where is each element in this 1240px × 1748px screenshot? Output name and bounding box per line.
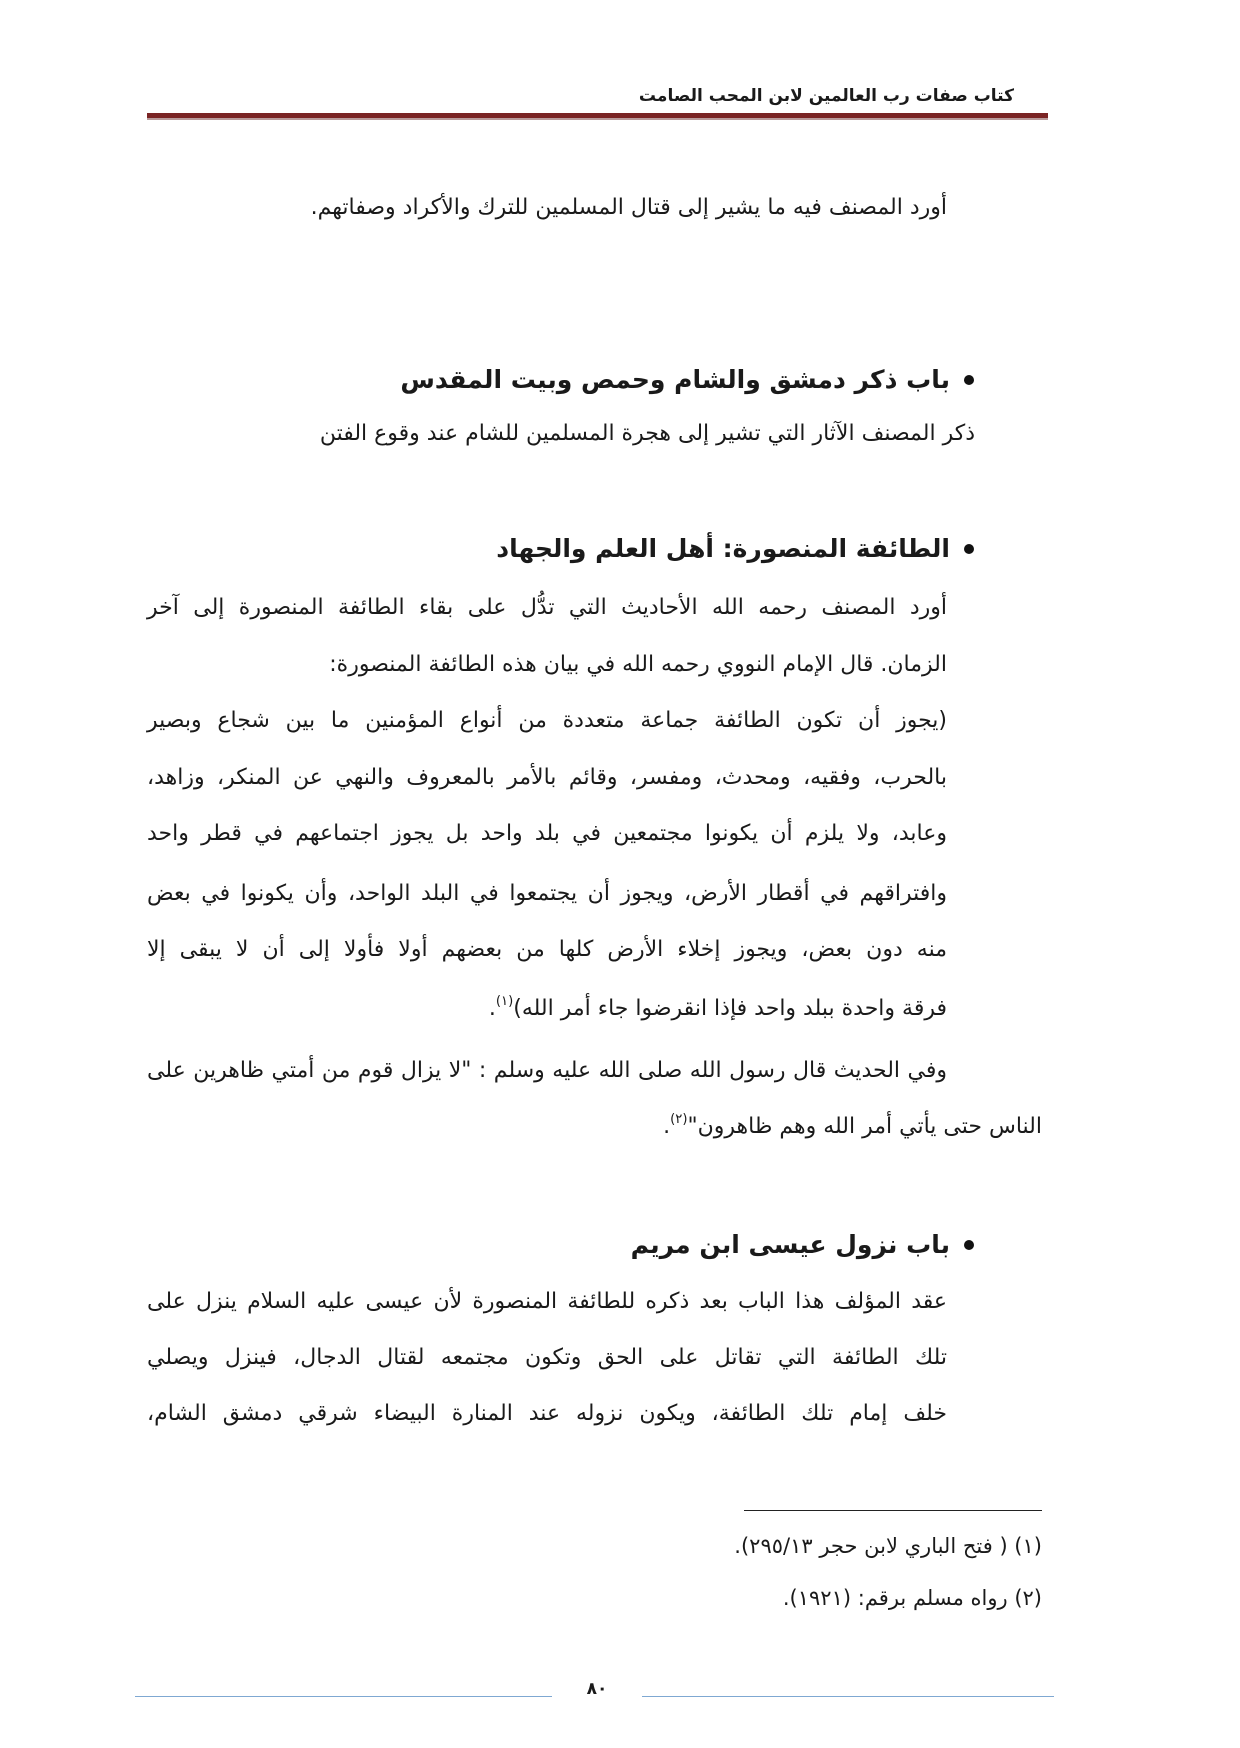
bullet-icon: [964, 544, 974, 554]
line-text: أورد المصنف فيه ما يشير إلى قتال المسلمين للترك والأكراد وصفاتهم.: [310, 195, 947, 220]
footnote-ref: (١): [495, 994, 514, 1010]
intro-line: [147, 180, 947, 236]
paragraph-line: [147, 1099, 1042, 1155]
paragraph-line: [147, 693, 947, 749]
line-text: الزمان. قال الإمام النووي رحمه الله في بيان هذه الطائفة المنصورة:: [329, 652, 947, 677]
line-text: خلف إمام تلك الطائفة، ويكون نزوله عند المنارة البيضاء شرقي دمشق الشام،: [147, 1401, 947, 1426]
paragraph-line: [147, 1274, 947, 1330]
footnote: (٢) رواه مسلم برقم: (١٩٢١).: [782, 1586, 1042, 1610]
line-text: وافتراقهم في أقطار الأرض، ويجوز أن يجتمعوا في البلد الواحد، وأن يكونوا في بعض: [147, 881, 947, 906]
line-text: عقد المؤلف هذا الباب بعد ذكره للطائفة المنصورة لأن عيسى عليه السلام ينزل على: [147, 1289, 947, 1314]
paragraph-line: [147, 750, 947, 806]
footer-rule-left: [135, 1696, 552, 1697]
paragraph-line: [147, 580, 947, 636]
section-heading: باب ذكر دمشق والشام وحمص وبيت المقدس: [400, 365, 950, 394]
line-text: فرقة واحدة ببلد واحد فإذا انقرضوا جاء أمر الله): [513, 996, 947, 1021]
line-end-punctuation: .: [488, 996, 496, 1021]
line-text: أورد المصنف رحمه الله الأحاديث التي تدُّل على بقاء الطائفة المنصورة إلى آخر: [147, 595, 947, 620]
paragraph-line: [147, 637, 947, 693]
paragraph-line: [147, 981, 947, 1037]
bullet-icon: [964, 375, 974, 385]
paragraph-line: [147, 1386, 947, 1442]
paragraph-line: [147, 1330, 947, 1386]
line-text: تلك الطائفة التي تقاتل على الحق وتكون مجتمعه لقتال الدجال، فينزل ويصلي: [147, 1345, 947, 1370]
footnote-ref: (٢): [670, 1112, 688, 1128]
section-heading: الطائفة المنصورة: أهل العلم والجهاد: [496, 534, 950, 563]
paragraph-line: [147, 1043, 947, 1099]
line-end-punctuation: .: [663, 1114, 671, 1139]
footer-rule-right: [642, 1696, 1054, 1697]
line-text: وفي الحديث قال رسول الله صلى الله عليه وسلم : "لا يزال قوم من أمتي ظاهرين على: [147, 1058, 947, 1083]
bullet-icon: [964, 1240, 974, 1250]
footnote-separator: [744, 1510, 1042, 1511]
paragraph-line: [147, 922, 947, 978]
line-text: (يجوز أن تكون الطائفة جماعة متعددة من أنواع المؤمنين ما بين شجاع وبصير: [147, 708, 947, 733]
page-number: ٨٠: [586, 1679, 608, 1699]
paragraph-line: [147, 406, 975, 462]
paragraph-line: [147, 866, 947, 922]
line-text: وعابد، ولا يلزم أن يكونوا مجتمعين في بلد واحد بل يجوز اجتماعهم في قطر واحد: [147, 821, 947, 846]
section-heading: باب نزول عيسى ابن مريم: [630, 1230, 950, 1259]
line-text: ذكر المصنف الآثار التي تشير إلى هجرة المسلمين للشام عند وقوع الفتن: [319, 421, 975, 446]
line-text: الناس حتى يأتي أمر الله وهم ظاهرون": [687, 1114, 1042, 1139]
line-text: منه دون بعض، ويجوز إخلاء الأرض كلها من بعضهم أولا فأولا إلى أن لا يبقى إلا: [147, 937, 947, 962]
header-rule-underline: [147, 118, 1048, 120]
footnote: (١) ( فتح الباري لابن حجر ٢٩٥/١٣).: [734, 1534, 1042, 1558]
running-header-title: كتاب صفات رب العالمين لابن المحب الصامت: [638, 86, 1014, 106]
line-text: بالحرب، وفقيه، ومحدث، ومفسر، وقائم بالأمر بالمعروف والنهي عن المنكر، وزاهد،: [147, 765, 947, 790]
paragraph-line: [147, 806, 947, 862]
